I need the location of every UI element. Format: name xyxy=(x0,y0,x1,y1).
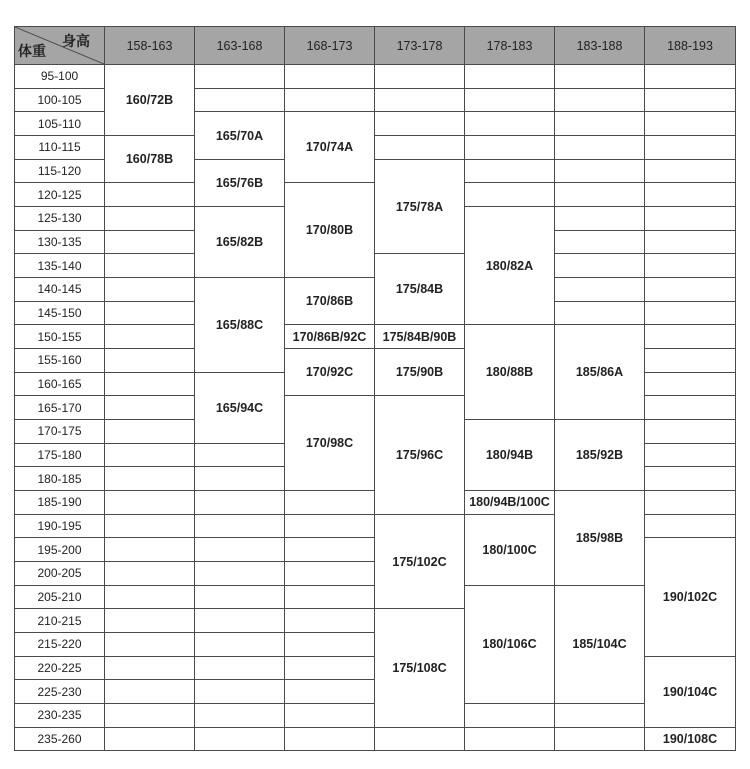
weight-range-cell: 205-210 xyxy=(15,585,105,609)
empty-cell xyxy=(195,443,285,467)
table-row xyxy=(15,727,736,751)
empty-cell xyxy=(285,633,375,657)
weight-range-cell: 165-170 xyxy=(15,396,105,420)
empty-cell xyxy=(645,443,736,467)
empty-cell xyxy=(555,159,645,183)
empty-cell xyxy=(645,514,736,538)
empty-cell xyxy=(195,727,285,751)
size-cell: 175/96C xyxy=(375,396,465,514)
size-cell: 180/88B xyxy=(465,325,555,420)
empty-cell xyxy=(105,420,195,444)
size-cell: 165/82B xyxy=(195,207,285,278)
height-range-header: 158-163 xyxy=(105,27,195,65)
empty-cell xyxy=(285,88,375,112)
empty-cell xyxy=(465,183,555,207)
size-cell: 180/82A xyxy=(465,207,555,325)
empty-cell xyxy=(645,159,736,183)
empty-cell xyxy=(105,278,195,302)
empty-cell xyxy=(645,183,736,207)
empty-cell xyxy=(645,349,736,373)
weight-range-cell: 125-130 xyxy=(15,207,105,231)
size-cell: 185/86A xyxy=(555,325,645,420)
height-axis-label: 身高 xyxy=(62,33,90,49)
empty-cell xyxy=(645,467,736,491)
size-cell: 190/102C xyxy=(645,538,736,656)
size-cell: 190/104C xyxy=(645,656,736,727)
empty-cell xyxy=(195,88,285,112)
empty-cell xyxy=(105,609,195,633)
empty-cell xyxy=(645,396,736,420)
empty-cell xyxy=(105,183,195,207)
height-range-header: 188-193 xyxy=(645,27,736,65)
empty-cell xyxy=(105,207,195,231)
empty-cell xyxy=(105,301,195,325)
size-cell: 175/90B xyxy=(375,349,465,396)
empty-cell xyxy=(465,112,555,136)
empty-cell xyxy=(105,704,195,728)
empty-cell xyxy=(375,65,465,89)
height-range-header: 183-188 xyxy=(555,27,645,65)
empty-cell xyxy=(465,704,555,728)
size-cell: 165/88C xyxy=(195,278,285,373)
weight-axis-label: 体重 xyxy=(18,43,46,59)
empty-cell xyxy=(285,609,375,633)
empty-cell xyxy=(195,538,285,562)
weight-range-cell: 190-195 xyxy=(15,514,105,538)
weight-range-cell: 185-190 xyxy=(15,491,105,515)
empty-cell xyxy=(195,514,285,538)
empty-cell xyxy=(105,325,195,349)
empty-cell xyxy=(105,727,195,751)
empty-cell xyxy=(105,514,195,538)
weight-range-cell: 100-105 xyxy=(15,88,105,112)
table-row xyxy=(15,65,736,89)
empty-cell xyxy=(645,301,736,325)
empty-cell xyxy=(285,704,375,728)
height-range-header: 173-178 xyxy=(375,27,465,65)
empty-cell xyxy=(645,420,736,444)
weight-range-cell: 110-115 xyxy=(15,136,105,160)
weight-range-cell: 180-185 xyxy=(15,467,105,491)
size-cell: 180/94B xyxy=(465,420,555,491)
empty-cell xyxy=(555,136,645,160)
empty-cell xyxy=(375,112,465,136)
weight-range-cell: 215-220 xyxy=(15,633,105,657)
weight-range-cell: 225-230 xyxy=(15,680,105,704)
empty-cell xyxy=(555,278,645,302)
size-cell: 175/78A xyxy=(375,159,465,254)
size-cell: 175/108C xyxy=(375,609,465,727)
empty-cell xyxy=(645,88,736,112)
size-cell: 190/108C xyxy=(645,727,736,751)
size-cell: 170/74A xyxy=(285,112,375,183)
empty-cell xyxy=(195,562,285,586)
size-cell: 165/76B xyxy=(195,159,285,206)
empty-cell xyxy=(195,65,285,89)
empty-cell xyxy=(285,538,375,562)
empty-cell xyxy=(555,207,645,231)
size-cell: 180/94B/100C xyxy=(465,491,555,515)
weight-range-cell: 210-215 xyxy=(15,609,105,633)
empty-cell xyxy=(195,609,285,633)
size-cell: 185/104C xyxy=(555,585,645,703)
empty-cell xyxy=(645,65,736,89)
weight-range-cell: 175-180 xyxy=(15,443,105,467)
empty-cell xyxy=(105,491,195,515)
height-range-header: 163-168 xyxy=(195,27,285,65)
weight-range-cell: 155-160 xyxy=(15,349,105,373)
size-cell: 165/94C xyxy=(195,372,285,443)
header-row xyxy=(15,27,736,65)
empty-cell xyxy=(285,514,375,538)
empty-cell xyxy=(555,112,645,136)
size-cell: 170/86B/92C xyxy=(285,325,375,349)
empty-cell xyxy=(555,301,645,325)
table-row xyxy=(15,254,736,278)
weight-range-cell: 230-235 xyxy=(15,704,105,728)
weight-range-cell: 200-205 xyxy=(15,562,105,586)
empty-cell xyxy=(555,88,645,112)
weight-range-cell: 120-125 xyxy=(15,183,105,207)
size-cell: 180/100C xyxy=(465,514,555,585)
table-body xyxy=(15,65,736,751)
size-cell: 170/92C xyxy=(285,349,375,396)
empty-cell xyxy=(195,680,285,704)
empty-cell xyxy=(195,467,285,491)
empty-cell xyxy=(105,254,195,278)
weight-range-cell: 235-260 xyxy=(15,727,105,751)
empty-cell xyxy=(645,230,736,254)
table-row xyxy=(15,136,736,160)
corner-header-cell xyxy=(15,27,105,65)
empty-cell xyxy=(195,491,285,515)
size-cell: 170/86B xyxy=(285,278,375,325)
empty-cell xyxy=(555,183,645,207)
empty-cell xyxy=(105,443,195,467)
size-cell: 170/98C xyxy=(285,396,375,491)
weight-range-cell: 150-155 xyxy=(15,325,105,349)
size-cell: 170/80B xyxy=(285,183,375,278)
weight-range-cell: 115-120 xyxy=(15,159,105,183)
empty-cell xyxy=(285,727,375,751)
empty-cell xyxy=(645,278,736,302)
empty-cell xyxy=(195,704,285,728)
empty-cell xyxy=(195,656,285,680)
weight-range-cell: 135-140 xyxy=(15,254,105,278)
empty-cell xyxy=(285,656,375,680)
size-cell: 160/78B xyxy=(105,136,195,183)
weight-range-cell: 220-225 xyxy=(15,656,105,680)
empty-cell xyxy=(645,372,736,396)
empty-cell xyxy=(555,704,645,728)
empty-cell xyxy=(105,230,195,254)
empty-cell xyxy=(285,562,375,586)
empty-cell xyxy=(465,136,555,160)
empty-cell xyxy=(645,491,736,515)
empty-cell xyxy=(555,727,645,751)
height-range-header: 178-183 xyxy=(465,27,555,65)
empty-cell xyxy=(285,585,375,609)
weight-range-cell: 145-150 xyxy=(15,301,105,325)
weight-range-cell: 95-100 xyxy=(15,65,105,89)
empty-cell xyxy=(195,585,285,609)
size-cell: 175/84B/90B xyxy=(375,325,465,349)
size-cell: 185/98B xyxy=(555,491,645,586)
empty-cell xyxy=(105,633,195,657)
empty-cell xyxy=(555,254,645,278)
empty-cell xyxy=(465,727,555,751)
weight-range-cell: 140-145 xyxy=(15,278,105,302)
weight-range-cell: 170-175 xyxy=(15,420,105,444)
size-cell: 175/102C xyxy=(375,514,465,609)
weight-range-cell: 105-110 xyxy=(15,112,105,136)
size-chart-table xyxy=(14,26,736,751)
size-cell: 175/84B xyxy=(375,254,465,325)
empty-cell xyxy=(285,680,375,704)
size-cell: 160/72B xyxy=(105,65,195,136)
empty-cell xyxy=(105,467,195,491)
empty-cell xyxy=(375,727,465,751)
empty-cell xyxy=(465,88,555,112)
weight-range-cell: 160-165 xyxy=(15,372,105,396)
empty-cell xyxy=(105,585,195,609)
empty-cell xyxy=(555,65,645,89)
table-row xyxy=(15,325,736,349)
empty-cell xyxy=(195,633,285,657)
size-cell: 165/70A xyxy=(195,112,285,159)
empty-cell xyxy=(285,491,375,515)
empty-cell xyxy=(105,349,195,373)
empty-cell xyxy=(375,88,465,112)
empty-cell xyxy=(105,396,195,420)
empty-cell xyxy=(645,325,736,349)
weight-range-cell: 130-135 xyxy=(15,230,105,254)
empty-cell xyxy=(465,159,555,183)
empty-cell xyxy=(105,538,195,562)
size-cell: 180/106C xyxy=(465,585,555,703)
empty-cell xyxy=(285,65,375,89)
size-cell: 185/92B xyxy=(555,420,645,491)
empty-cell xyxy=(105,372,195,396)
empty-cell xyxy=(645,112,736,136)
empty-cell xyxy=(105,680,195,704)
empty-cell xyxy=(105,562,195,586)
empty-cell xyxy=(465,65,555,89)
empty-cell xyxy=(645,207,736,231)
height-range-header: 168-173 xyxy=(285,27,375,65)
empty-cell xyxy=(645,136,736,160)
empty-cell xyxy=(105,656,195,680)
weight-range-cell: 195-200 xyxy=(15,538,105,562)
empty-cell xyxy=(375,136,465,160)
empty-cell xyxy=(645,254,736,278)
empty-cell xyxy=(555,230,645,254)
